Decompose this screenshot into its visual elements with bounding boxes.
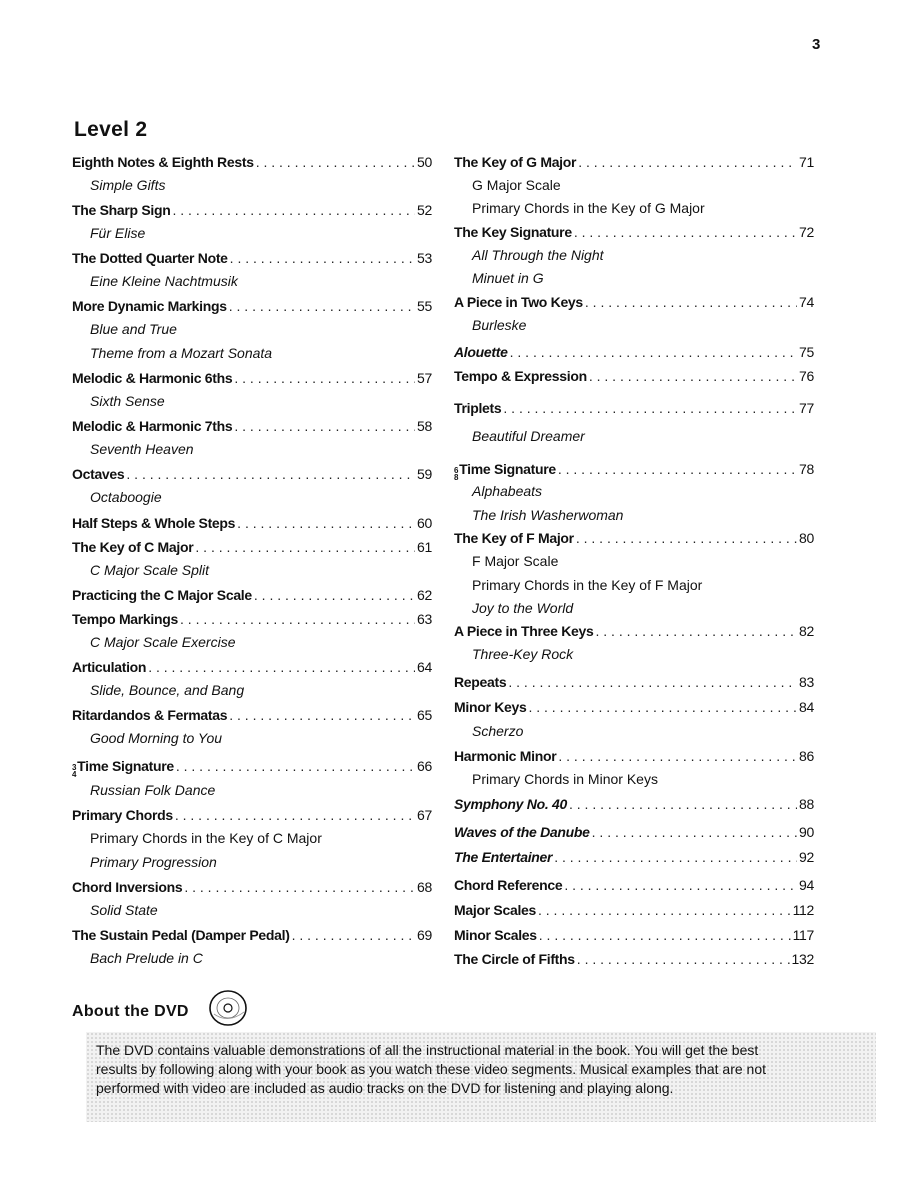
toc-entry [72,926,432,944]
dot-leader [229,297,415,315]
toc-subentry: Russian Folk Dance [90,782,216,798]
dot-leader [538,901,791,919]
toc-entry-title: Alouette [454,344,508,360]
toc-page-number: 86 [799,748,814,764]
toc-page-number: 68 [417,879,432,895]
dot-leader [184,878,415,896]
toc-subentry: The Irish Washerwoman [472,507,624,523]
dot-leader [558,460,797,478]
toc-page-number: 88 [799,796,814,812]
toc-subentry: All Through the Night [472,247,604,263]
toc-entry-title: Primary Chords [72,807,173,823]
toc-entry-title: The Sharp Sign [72,202,171,218]
toc-subentry: Sixth Sense [90,393,165,409]
toc-entry [72,586,432,604]
toc-subentry: Octaboogie [90,489,162,505]
toc-entry [72,878,432,896]
toc-entry-title: Chord Reference [454,877,563,893]
dot-leader [528,698,797,716]
dot-leader [510,343,797,361]
toc-entry [72,201,432,219]
toc-entry-title: Tempo & Expression [454,368,587,384]
toc-entry-title: The Key Signature [454,224,572,240]
dot-leader [577,950,790,968]
dot-leader [148,658,415,676]
toc-entry-title: The Key of F Major [454,530,574,546]
toc-page-number: 132 [791,951,814,967]
toc-subentry: Minuet in G [472,270,544,286]
toc-entry-title: Minor Keys [454,699,527,715]
disc-icon [206,986,250,1030]
toc-subentry: Bach Prelude in C [90,950,203,966]
dot-leader [234,417,415,435]
toc-page-number: 78 [799,461,814,477]
dot-leader [564,876,797,894]
toc-subentry: Seventh Heaven [90,441,194,457]
toc-entry-title: Practicing the C Major Scale [72,587,252,603]
page-number: 3 [812,36,821,53]
toc-page-number: 94 [799,877,814,893]
dot-leader [558,747,797,765]
toc-entry-title: The Circle of Fifths [454,951,575,967]
dot-leader [254,586,415,604]
dot-leader [569,795,797,813]
toc-entry [454,293,814,311]
toc-entry-title: Melodic & Harmonic 6ths [72,370,233,386]
toc-page-number: 61 [417,539,432,555]
toc-page-number: 65 [417,707,432,723]
toc-page-number: 62 [417,587,432,603]
toc-page-number: 72 [799,224,814,240]
toc-entry [454,823,814,841]
toc-page-number: 112 [792,902,814,918]
toc-page-number: 67 [417,807,432,823]
toc-subentry: Scherzo [472,723,524,739]
dot-leader [175,806,415,824]
toc-page-number: 82 [799,623,814,639]
toc-entry [454,926,814,944]
toc-entry [72,465,432,483]
toc-subentry: Primary Chords in the Key of C Major [90,830,322,846]
toc-page-number: 60 [417,515,432,531]
toc-entry [72,538,432,556]
toc-page-number: 71 [799,154,814,170]
toc-subentry: Blue and True [90,321,177,337]
toc-subentry: F Major Scale [472,553,559,569]
toc-entry [454,367,814,385]
toc-subentry: Theme from a Mozart Sonata [90,345,273,361]
dot-leader [195,538,415,556]
toc-page-number: 50 [417,154,432,170]
toc-entry [72,757,432,778]
toc-entry-title: The Key of C Major [72,539,194,555]
toc-page-number: 75 [799,344,814,360]
toc-subentry: Primary Progression [90,854,217,870]
toc-page-number: 84 [799,699,814,715]
toc-entry-title: Octaves [72,466,125,482]
toc-subentry: Für Elise [90,225,146,241]
toc-entry [72,249,432,267]
toc-entry-title: Minor Scales [454,927,537,943]
toc-page-number: 58 [417,418,432,434]
toc-entry [454,399,814,417]
toc-entry [72,658,432,676]
level-heading: Level 2 [74,118,148,141]
toc-subentry: Simple Gifts [90,177,166,193]
dot-leader [292,926,415,944]
toc-entry [454,698,814,716]
toc-entry [454,848,814,866]
toc-entry [454,529,814,547]
toc-page-number: 117 [792,927,814,943]
toc-entry-title: Tempo Markings [72,611,179,627]
toc-subentry: C Major Scale Exercise [90,634,236,650]
toc-entry-title: Chord Inversions [72,879,183,895]
toc-entry [454,460,814,481]
toc-entry-title: Melodic & Harmonic 7ths [72,418,233,434]
dot-leader [176,757,415,775]
toc-subentry: Primary Chords in the Key of G Major [472,200,705,216]
toc-subentry: Solid State [90,902,158,918]
toc-page-number: 90 [799,824,814,840]
toc-page-number: 59 [417,466,432,482]
toc-entry-title: Triplets [454,400,502,416]
toc-subentry: Eine Kleine Nachtmusik [90,273,238,289]
toc-entry-title: The Key of G Major [454,154,577,170]
toc-entry [454,901,814,919]
toc-subentry: G Major Scale [472,177,561,193]
toc-entry-title: The Dotted Quarter Note [72,250,228,266]
time-signature-symbol: 3 4 [72,763,77,779]
toc-entry [72,610,432,628]
toc-entry-title: A Piece in Two Keys [454,294,583,310]
toc-entry-title: More Dynamic Markings [72,298,227,314]
toc-page-number: 66 [417,758,432,774]
toc-entry-title: A Piece in Three Keys [454,623,594,639]
toc-page-number: 80 [799,530,814,546]
toc-entry [72,706,432,724]
toc-entry [72,297,432,315]
toc-entry [454,795,814,813]
dot-leader [237,514,415,532]
toc-entry-title: Repeats [454,674,507,690]
toc-subentry: Primary Chords in the Key of F Major [472,577,703,593]
toc-page-number: 83 [799,674,814,690]
dot-leader [574,223,797,241]
toc-entry-title: Eighth Notes & Eighth Rests [72,154,254,170]
dot-leader [508,673,797,691]
toc-entry [72,417,432,435]
toc-page-number: 69 [417,927,432,943]
toc-subentry: Beautiful Dreamer [472,428,585,444]
toc-entry [72,806,432,824]
toc-subentry: Slide, Bounce, and Bang [90,682,245,698]
toc-entry [72,153,432,171]
toc-subentry: Primary Chords in Minor Keys [472,771,658,787]
toc-entry [454,223,814,241]
toc-page-number: 77 [799,400,814,416]
dot-leader [230,249,415,267]
dot-leader [503,399,797,417]
dot-leader [180,610,415,628]
toc-entry [72,514,432,532]
toc-page-number: 53 [417,250,432,266]
toc-entry [454,153,814,171]
toc-entry [454,343,814,361]
toc-entry-title: Waves of the Danube [454,824,590,840]
toc-entry-title: Ritardandos & Fermatas [72,707,228,723]
dvd-description: The DVD contains valuable demonstrations of all the instructional material in the book. You will get the best results by following along with your book as you watch these video segments. Musical examples that are not performed with video are included as audio tracks on the DVD for listening and playing along. [96,1042,767,1096]
toc-entry-title: Symphony No. 40 [454,796,567,812]
dot-leader [595,622,797,640]
toc-entry-title: The Entertainer [454,849,553,865]
toc-entry-title: The Sustain Pedal (Damper Pedal) [72,927,290,943]
dot-leader [234,369,415,387]
dot-leader [576,529,797,547]
toc-entry-title: 3 4 Time Signature [72,758,174,779]
toc-page-number: 74 [799,294,814,310]
time-signature-symbol: 6 8 [454,466,459,482]
toc-page-number: 76 [799,368,814,384]
toc-subentry: Three-Key Rock [472,646,574,662]
toc-subentry: Joy to the World [472,600,574,616]
toc-entry [72,369,432,387]
dot-leader [585,293,797,311]
toc-subentry: C Major Scale Split [90,562,210,578]
toc-entry-title: Harmonic Minor [454,748,557,764]
toc-page-number: 55 [417,298,432,314]
toc-entry-title: Half Steps & Whole Steps [72,515,236,531]
toc-entry-title: Articulation [72,659,147,675]
toc-entry-title: 6 8 Time Signature [454,461,556,482]
toc-page-number: 92 [799,849,814,865]
toc-entry [454,747,814,765]
toc-page-number: 52 [417,202,432,218]
toc-entry [454,622,814,640]
toc-entry [454,876,814,894]
toc-entry-title: Major Scales [454,902,536,918]
dot-leader [256,153,415,171]
dot-leader [578,153,797,171]
toc-subentry: Alphabeats [472,483,543,499]
toc-entry [454,950,814,968]
dot-leader [589,367,797,385]
toc-entry [454,673,814,691]
dvd-heading: About the DVD [72,1003,189,1020]
dot-leader [172,201,415,219]
toc-page-number: 63 [417,611,432,627]
toc-page-number: 57 [417,370,432,386]
dot-leader [229,706,415,724]
dot-leader [592,823,797,841]
dot-leader [126,465,415,483]
dot-leader [539,926,791,944]
dot-leader [554,848,797,866]
toc-subentry: Burleske [472,317,527,333]
toc-subentry: Good Morning to You [90,730,223,746]
toc-page-number: 64 [417,659,432,675]
